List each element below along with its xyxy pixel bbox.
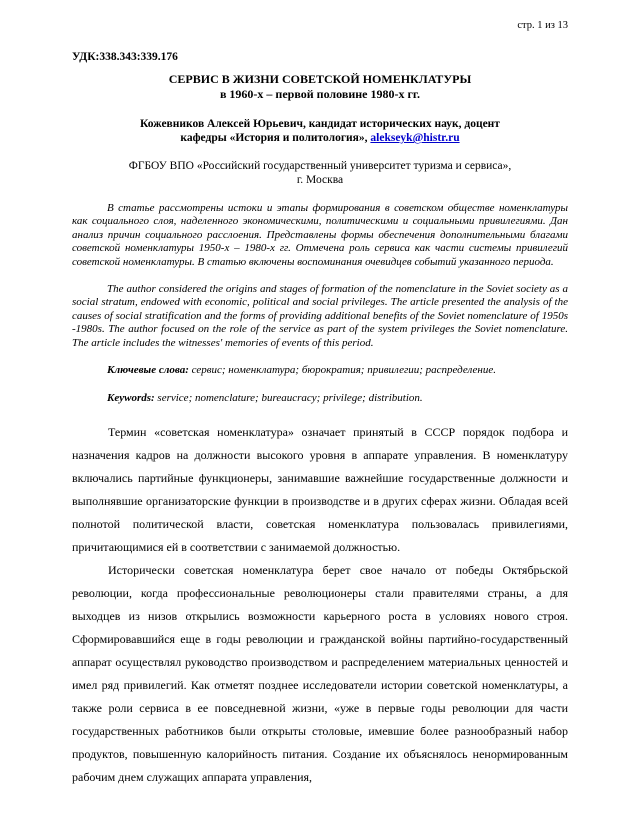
body-paragraph: Термин «советская номенклатура» означает принятый в СССР порядок подбора и назначения кадров на должности высокого уровня в аппарате управления. В номенклатуру включались партийные функционеры, занимавшие важнейшие государственные должности и выполнявшие организаторские функции в производстве и в других сферах жизни. Обладая всей полнотой политической власти, советская номенклатура пользовалась привилегиями, причитающимися ей в соответствии с занимаемой должностью.: [72, 424, 568, 554]
article-title: [72, 72, 568, 102]
author-affiliation-prefix: кафедры «История и политология»,: [180, 132, 371, 144]
author-block: [72, 117, 568, 145]
keywords-russian: [72, 364, 568, 377]
author-line1: Кожевников Алексей Юрьевич, кандидат исторических наук, доцент: [140, 118, 500, 130]
keywords-english-text: service; nomenclature; bureaucracy; privilege; distribution.: [154, 392, 423, 405]
author-line2: [72, 131, 568, 145]
keywords-english: [72, 392, 568, 405]
author-email-link[interactable]: alekseyk@histr.ru: [370, 132, 460, 144]
keywords-english-label: Keywords:: [107, 392, 155, 405]
body-paragraph: Исторически советская номенклатура берет свое начало от победы Октябрьской революции, когда профессиональные революционеры стали правителями страны, а для выходцев из низов открылись возможности карьерного роста в условиях нового строя. Сформировавшийся еще в годы революции и гражданской войны партийно-государственный аппарат осуществлял руководство производством и распределением материальных ценностей и имел ряд привилегий. Как отметят позднее исследователи истории советской номенклатуры, а также роли сервиса в ее повседневной жизни, «уже в первые годы революции для части государственных работников были открыты столовые, имевшие более разнообразный набор продуктов, повышенную калорийность питания. Создание их объяснялось ненормированным рабочим днем служащих аппарата управления,: [72, 562, 568, 784]
affiliation-line1: ФГБОУ ВПО «Российский государственный университет туризма и сервиса»,: [128, 160, 512, 172]
abstract-russian: В статье рассмотрены истоки и этапы формирования в советском обществе номенклатуры как социального слоя, наделенного экономическими, политическими и социальными привилегиями. Дан анализ причин социального расслоения. Представлены формы обеспечения дополнительными благами советской номенклатуры 1950-х – 1980-х гг. Отмечена роль сервиса как части системы привилегий советской номенклатуры. В статью включены воспоминания очевидцев событий указанного периода.: [72, 202, 568, 268]
affiliation-line2: г. Москва: [296, 174, 344, 186]
article-title-line1: СЕРВИС В ЖИЗНИ СОВЕТСКОЙ НОМЕНКЛАТУРЫ: [168, 72, 472, 86]
keywords-russian-label: Ключевые слова:: [107, 364, 189, 377]
keywords-russian-text: сервис; номенклатура; бюрократия; привилегии; распределение.: [188, 364, 496, 377]
abstract-english: The author considered the origins and stages of formation of the nomenclature in the Soviet society as a social stratum, endowed with economic, political and social privileges. The article presented the analysis of the causes of social stratification and the forms of providing additional benefits of the Soviet nomenclature of 1950s -1980s. The author focused on the role of the service as part of the system privileges the Soviet nomenclature. The article includes the witnesses' memories of events of this period.: [72, 283, 568, 349]
page-number: стр. 1 из 13: [517, 20, 568, 31]
udk-code: УДК:338.343:339.176: [72, 51, 178, 63]
affiliation-block: [72, 159, 568, 187]
article-title-line2: в 1960-х – первой половине 1980-х гг.: [219, 87, 421, 101]
